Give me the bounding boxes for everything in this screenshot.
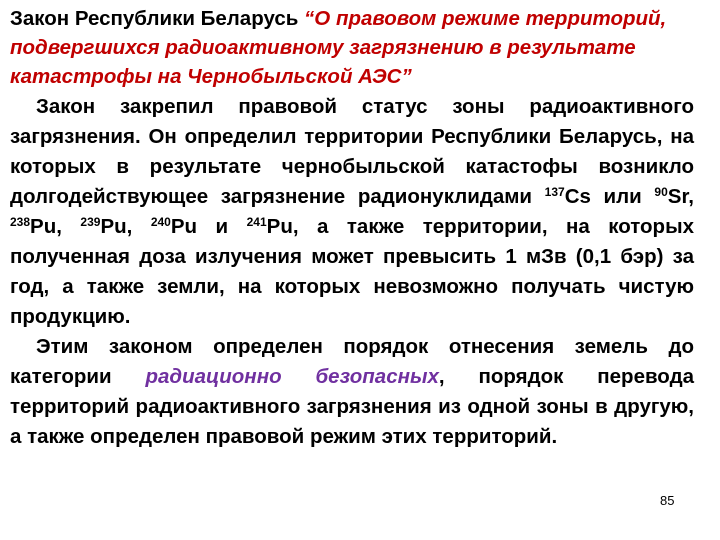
isotope-mass-pu238: 238 <box>10 215 31 229</box>
isotope-mass-sr90: 90 <box>654 185 668 199</box>
paragraph1-pu240: Pu и <box>170 215 247 238</box>
law-name: “О правовом режиме территорий, подвергшихся радиоактивному загрязнению в результате катастрофы на Чернобыльской АЭС” <box>10 7 667 88</box>
paragraph-land-categories <box>10 332 694 452</box>
slide-body <box>10 92 694 452</box>
paragraph1-pu238: Pu, <box>30 215 81 238</box>
isotope-mass-pu239: 239 <box>80 215 101 229</box>
highlighted-term: радиационно безопасных <box>145 365 439 388</box>
paragraph1-pu239: Pu, <box>100 215 151 238</box>
paragraph-legal-status <box>10 92 694 332</box>
isotope-mass-pu241: 241 <box>246 215 267 229</box>
paragraph1-sr: Sr, <box>667 185 694 208</box>
paragraph1-cs: Cs или <box>564 185 655 208</box>
paragraph2-text: Этим законом определен порядок отнесения земель до категории <box>10 335 694 388</box>
title-prefix: Закон Республики Беларусь <box>10 7 305 30</box>
slide-title <box>10 4 710 91</box>
isotope-mass-cs137: 137 <box>544 185 565 199</box>
isotope-mass-pu240: 240 <box>150 215 171 229</box>
page-number: 85 <box>660 493 675 508</box>
paragraph2-rest: , порядок перевода территорий радиоактивного загрязнения из одной зоны в другую, а также определен правовой режим этих территорий. <box>10 365 694 448</box>
paragraph1-text: Закон закрепил правовой статус зоны радиоактивного загрязнения. Он определил территории Республики Беларусь, на которых в результате чернобыльской катастофы возникло долгодействующее загрязнение радионуклидами <box>10 95 694 208</box>
paragraph1-rest: Pu, а также территории, на которых полученная доза излучения может превысить 1 мЗв (0,1 бэр) за год, а также земли, на которых невозможно получать чистую продукцию. <box>10 215 694 328</box>
